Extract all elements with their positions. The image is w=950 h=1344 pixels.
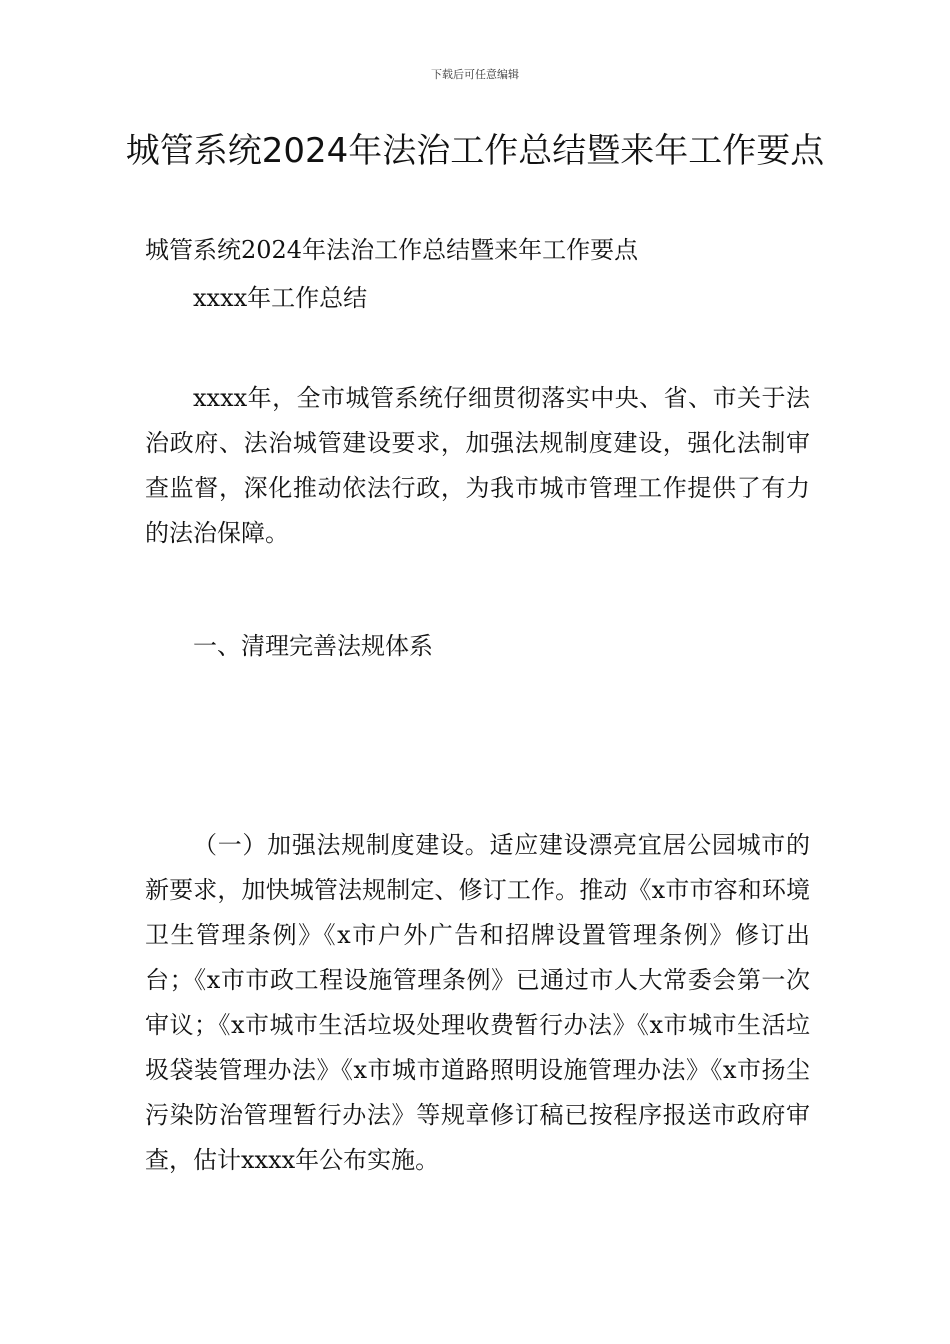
header-note: 下载后可任意编辑	[431, 68, 519, 81]
summary-heading: xxxx年工作总结	[193, 284, 368, 312]
section-heading: 一、清理完善法规体系	[193, 632, 433, 660]
document-title: 城管系统2024年法治工作总结暨来年工作要点	[125, 131, 825, 171]
intro-paragraph: xxxx年，全市城管系统仔细贯彻落实中央、省、市关于法治政府、法治城管建设要求，加强法规制度建设，强化法制审查监督，深化推动依法行政，为我市城市管理工作提供了有力的法治保障。	[145, 384, 810, 547]
document-subtitle: 城管系统2024年法治工作总结暨来年工作要点	[145, 236, 639, 264]
section-paragraph: （一）加强法规制度建设。适应建设漂亮宜居公园城市的新要求，加快城管法规制定、修订工作。推动《x市市容和环境卫生管理条例》《x市户外广告和招牌设置管理条例》修订出台；《x市市政工程设施管理条例》已通过市人大常委会第一次审议；《x市城市生活垃圾处理收费暂行办法》《x市城市生活垃圾袋装管理办法》《x市城市道路照明设施管理办法》《x市扬尘污染防治管理暂行办法》等规章修订稿已按程序报送市政府审查，估计xxxx年公布实施。	[145, 831, 810, 1174]
